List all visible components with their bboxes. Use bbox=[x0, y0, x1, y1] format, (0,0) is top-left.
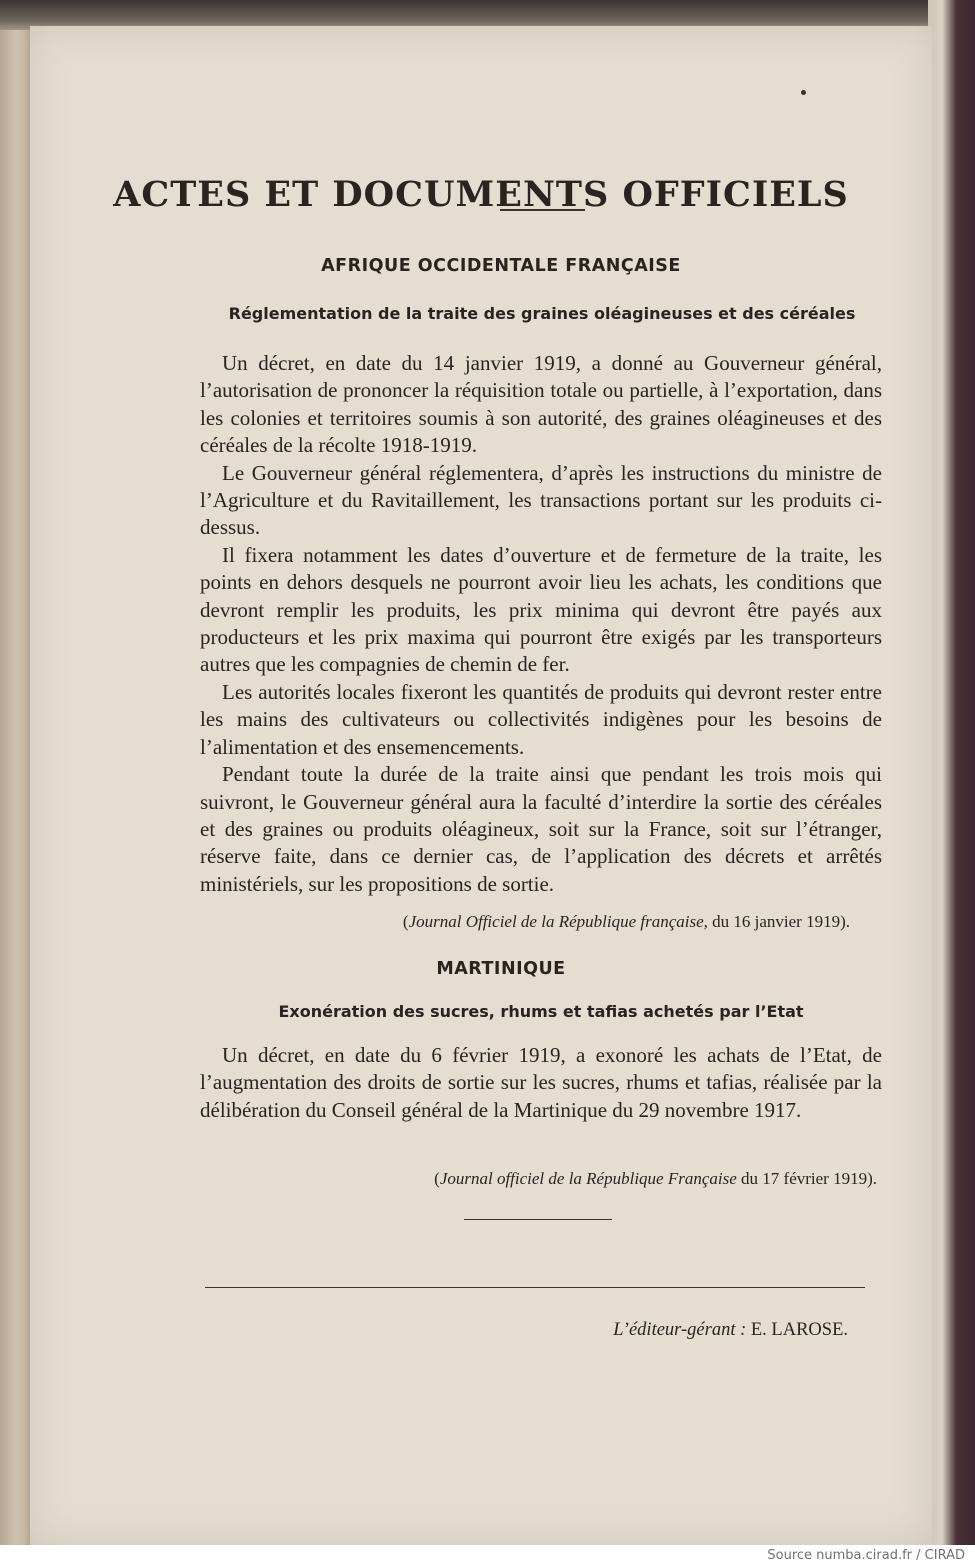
page-paper bbox=[30, 26, 932, 1545]
book-left-edge bbox=[0, 30, 34, 1545]
editor-name: E. LAROSE. bbox=[746, 1320, 848, 1340]
source-open: ( bbox=[402, 912, 409, 931]
source-date: du 16 janvier 1919). bbox=[707, 912, 850, 931]
title-rule bbox=[500, 209, 585, 211]
source-citation-afrique bbox=[403, 912, 850, 932]
source-citation-martinique bbox=[434, 1169, 877, 1189]
source-credit: Source numba.cirad.fr / CIRAD bbox=[767, 1548, 965, 1563]
section-heading-martinique: MARTINIQUE bbox=[436, 959, 566, 979]
section-heading-afrique: AFRIQUE OCCIDENTALE FRANÇAISE bbox=[321, 256, 681, 276]
end-rule bbox=[464, 1219, 612, 1220]
editor-role: L’éditeur-gérant : bbox=[613, 1320, 747, 1340]
source-journal: Journal officiel de la République Française bbox=[439, 1169, 737, 1188]
source-open: ( bbox=[434, 1169, 440, 1188]
section-body-martinique bbox=[200, 1042, 882, 1124]
page-content bbox=[30, 26, 932, 1545]
paragraph: Un décret, en date du 6 février 1919, a exonoré les achats de l’Etat, de l’augmentation des droits de sortie sur les sucres, rhums et tafias, réalisée par la délibération du Conseil général de la Martinique du 29 novembre 1917. bbox=[200, 1043, 882, 1122]
source-journal: Journal Officiel de la République française, bbox=[408, 912, 708, 931]
paragraph: Les autorités locales fixeront les quantités de produits qui devront rester entre les mains des cultivateurs ou collectivités indigènes pour les besoins de l’alimentation et des ensemencements. bbox=[200, 679, 882, 759]
paragraph: Il fixera notamment les dates d’ouverture et de fermeture de la traite, les points en dehors desquels ne pourront avoir lieu les achats, les conditions que devront remplir les produits, les prix minima qui devront être payés aux producteurs et les prix maxima qui pourront être exigés par les transporteurs autres que les compagnies de chemin de fer. bbox=[200, 542, 882, 677]
section-subheading-afrique: Réglementation de la traite des graines oléagineuses et des céréales bbox=[228, 304, 856, 323]
paragraph: Le Gouverneur général réglementera, d’après les instructions du ministre de l’Agriculture et du Ravitaillement, les transactions portant sur les produits ci-dessus. bbox=[200, 460, 882, 540]
paragraph: Un décret, en date du 14 janvier 1919, a donné au Gouverneur général, l’autorisation de prononcer la réquisition totale ou partielle, à l’exportation, dans les colonies et territoires soumis à son autorité, des graines oléagineuses et des céréales de la récolte 1918-1919. bbox=[200, 351, 882, 458]
paragraph: Pendant toute la durée de la traite ainsi que pendant les trois mois qui suivront, le Gouverneur général aura la faculté d’interdire la sortie des céréales et des graines ou produits oléagineux, soit sur la France, soit sur l’étranger, réserve faite, dans ce dernier cas, de l’application des décrets et arrêtés ministériels, sur les propositions de sortie. bbox=[200, 762, 882, 896]
page-title: ACTES ET DOCUMENTS OFFICIELS bbox=[113, 174, 849, 215]
section-subheading-martinique: Exonération des sucres, rhums et tafias achetés par l’Etat bbox=[278, 1002, 804, 1021]
section-body-afrique bbox=[200, 350, 882, 898]
book-right-edge bbox=[928, 0, 975, 1545]
footer-rule bbox=[205, 1287, 865, 1288]
editor-line bbox=[613, 1320, 848, 1341]
source-date: du 17 février 1919). bbox=[736, 1169, 877, 1188]
ink-speck bbox=[801, 90, 806, 95]
